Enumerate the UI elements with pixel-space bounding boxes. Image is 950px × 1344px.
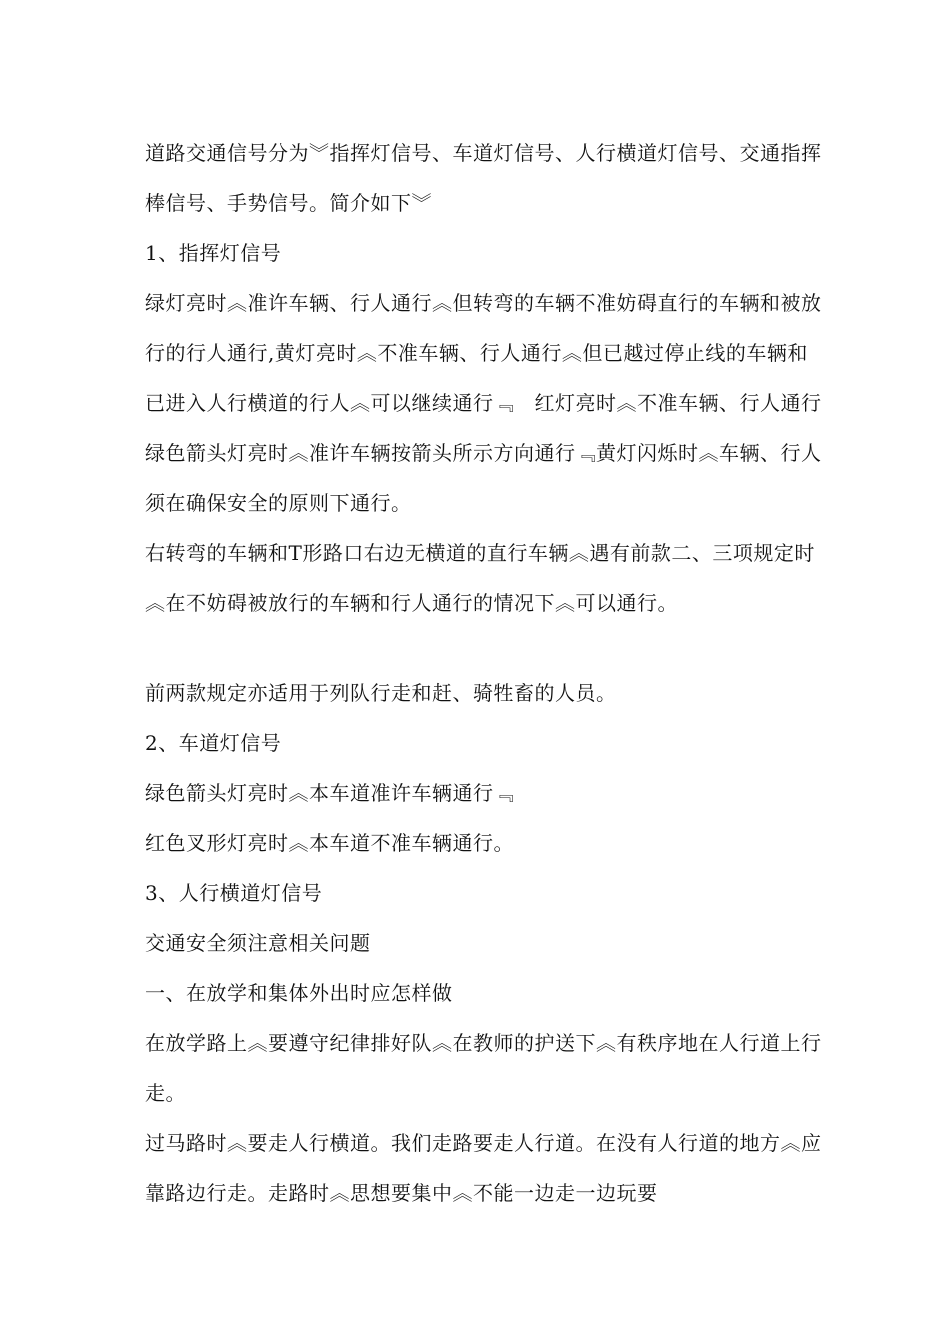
command-light-paragraph: 绿灯亮时︽准许车辆、行人通行︽但转弯的车辆不准妨碍直行的车辆和被放行的行人通行,黄灯亮时︽不准车辆、行人通行︽但已越过停止线的车辆和已进入人行横道的行人︽可以继续通行﹃ 红灯亮时︽不准车辆、行人通行 绿色箭头灯亮时︽准许车辆按箭头所示方向通行﹃黄灯闪烁时︽车辆、行人须在确保安全的原则下通行。 — [145, 291, 842, 515]
safety-subheading-1: 一、在放学和集体外出时应怎样做 — [145, 981, 453, 1005]
red-cross-paragraph: 红色叉形灯亮时︽本车道不准车辆通行。 — [145, 831, 514, 855]
section-heading-command-light: 1、指挥灯信号 — [145, 241, 282, 265]
after-school-paragraph: 在放学路上︽要遵守纪律排好队︽在教师的护送下︽有秩序地在人行道上行走。 — [145, 1031, 822, 1105]
paragraph-spacer — [145, 628, 825, 668]
green-arrow-paragraph: 绿色箭头灯亮时︽本车道准许车辆通行﹃ — [145, 781, 514, 805]
applicability-paragraph: 前两款规定亦适用于列队行走和赶、骑牲畜的人员。 — [145, 681, 617, 705]
section-heading-lane-light: 2、车道灯信号 — [145, 731, 282, 755]
crossing-road-paragraph: 过马路时︽要走人行横道。我们走路要走人行道。在没有人行道的地方︽应靠路边行走。走路时︽思想要集中︽不能一边走一边玩要 — [145, 1131, 822, 1205]
right-turn-paragraph: 右转弯的车辆和T形路口右边无横道的直行车辆︽遇有前款二、三项规定时︽在不妨碍被放行的车辆和行人通行的情况下︽可以通行。 — [145, 541, 815, 615]
intro-paragraph: 道路交通信号分为︾指挥灯信号、车道灯信号、人行横道灯信号、交通指挥棒信号、手势信号。简介如下︾ — [145, 141, 822, 215]
document-body — [145, 128, 842, 1218]
section-heading-crosswalk-light: 3、人行横道灯信号 — [145, 881, 323, 905]
safety-heading: 交通安全须注意相关问题 — [145, 931, 371, 955]
